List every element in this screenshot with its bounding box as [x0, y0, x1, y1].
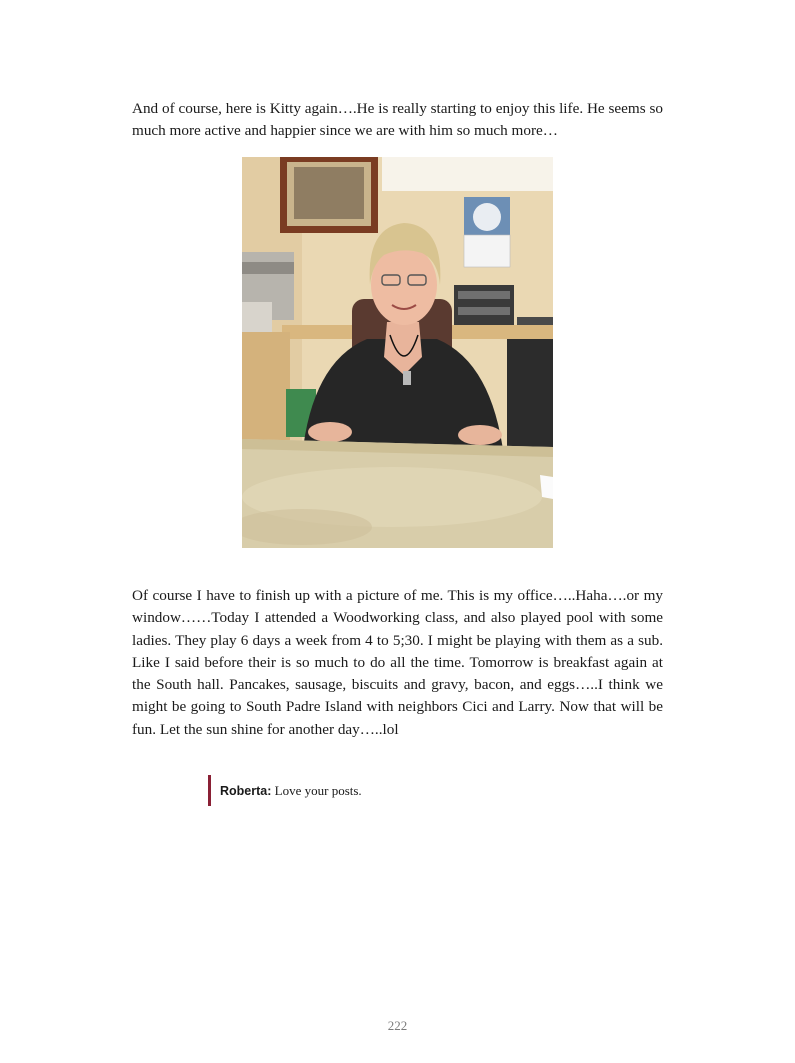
- page-number: 222: [387, 1018, 408, 1033]
- closing-paragraph: Of course I have to finish up with a picture of me. This is my office…..Haha….or my window……Today I attended a Woodworking class, and also played pool with some ladies. They play 6 days a week from 4 to 5;30. I might be playing with them as a sub. Like I said before their is so much to do all the time. Tomorrow is breakfast again at the South hall. Pancakes, sausage, biscuits and gravy, bacon, and eggs…..I think we might be going to South Padre Island with neighbors Cici and Larry. Now that will be fun. Let the sun shine for another day…..lol: [132, 587, 663, 738]
- comment-text: Love your posts.: [271, 783, 362, 798]
- reader-comment: [208, 775, 362, 806]
- office-photo: [242, 157, 553, 548]
- intro-paragraph: And of course, here is Kitty again….He is really starting to enjoy this life. He seems so much more active and happier since we are with him so much more…: [132, 100, 663, 140]
- comment-author: Roberta:: [220, 784, 272, 798]
